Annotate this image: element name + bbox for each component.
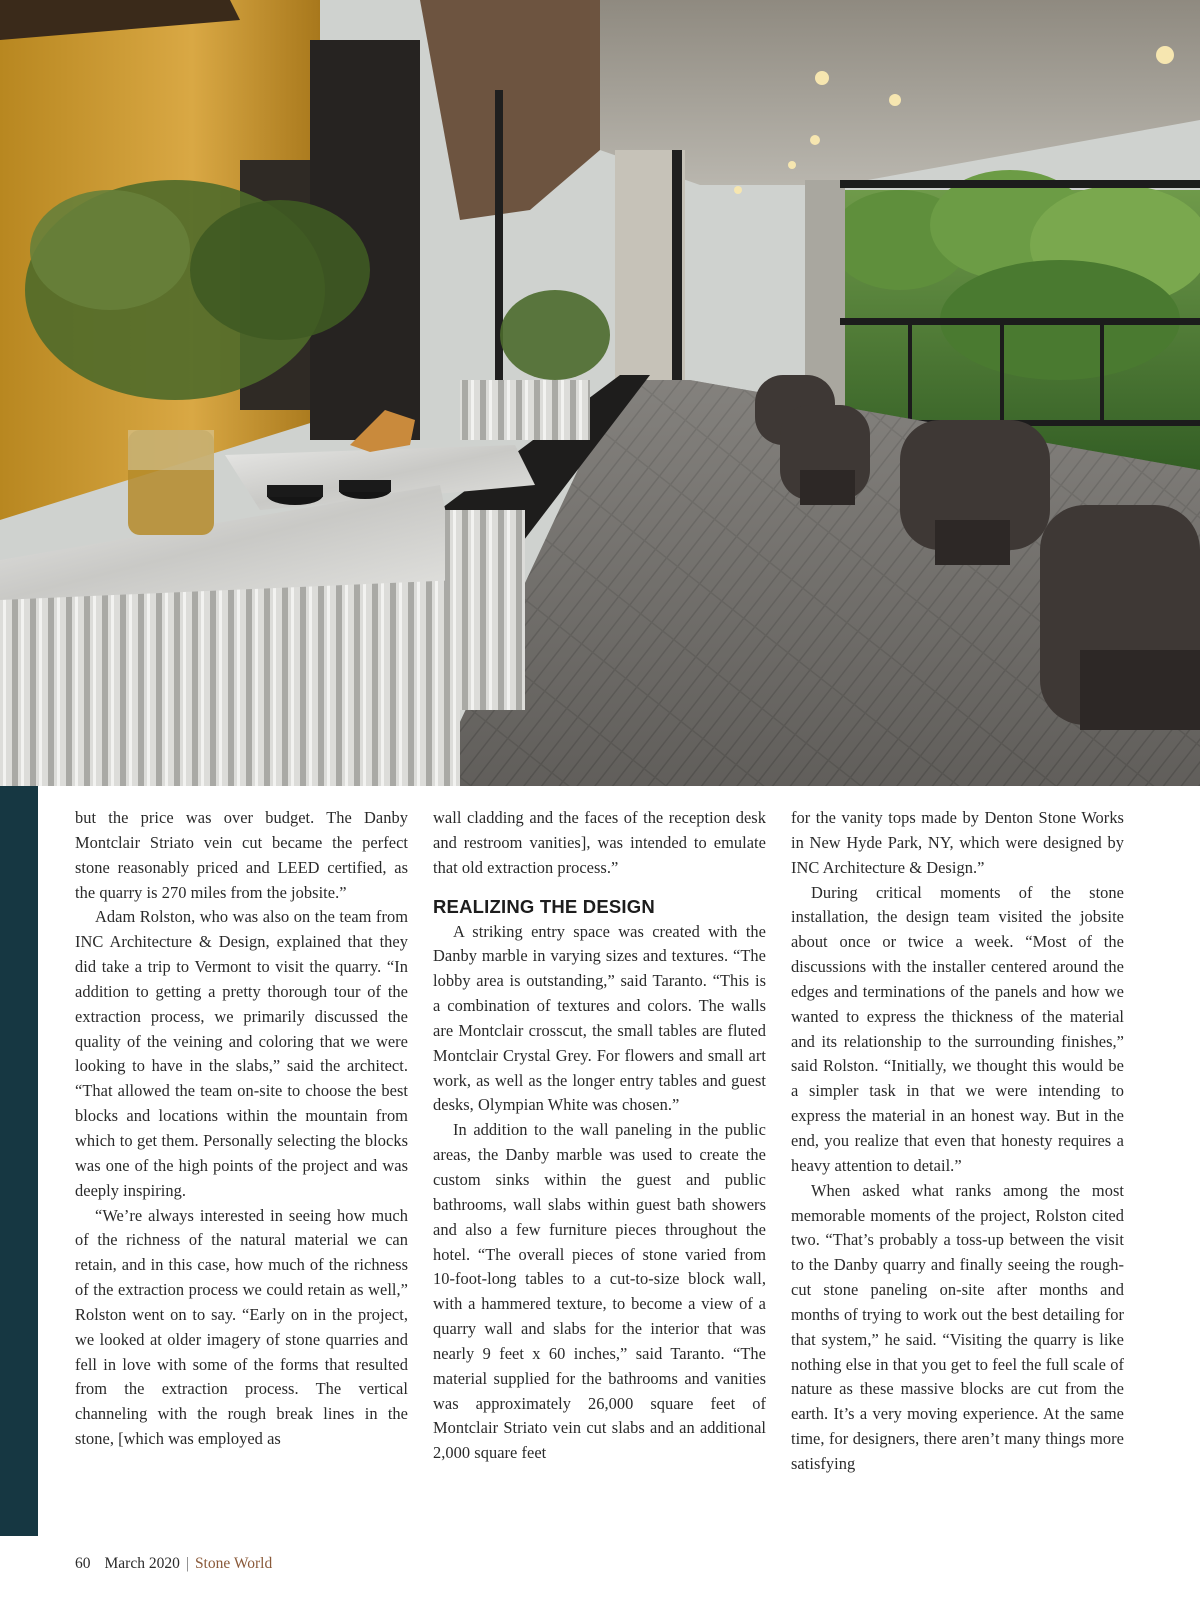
body-paragraph: but the price was over budget. The Danby Montclair Striato vein cut became the perfect stone reasonably priced and LEED certified, as the quarry is 270 miles from the jobsite.” [75, 808, 408, 902]
article-column-1 [75, 806, 408, 1452]
side-accent-bar [0, 786, 38, 1536]
hotel-lobby-photo [0, 0, 1200, 786]
body-paragraph: “We’re always interested in seeing how much of the richness of the natural material we can retain, and in this case, how much of the richness of the extraction process we could retain as well,” Rolston went on to say. “Early on in the project, we looked at older imagery of stone quarries and fell in love with some of the forms that resulted from the extraction process. The vertical channeling with the rough break lines in the stone, [which was employed as [75, 1205, 408, 1449]
body-paragraph: When asked what ranks among the most memorable moments of the project, Rolston cited two. “That’s probably a toss-up between the visit to the Danby quarry and finally seeing the rough-cut stone paneling on-site after months and months of trying to work out the best detailing for that system,” he said. “Visiting the quarry is like nothing else in that you get to feel the full scale of nature as these massive blocks are cut from the earth. It’s a very moving experience. At the same time, for designers, there aren’t many things more satisfying [791, 1180, 1124, 1473]
body-paragraph: wall cladding and the faces of the reception desk and restroom vanities], was intended to emulate that old extraction process.” [433, 808, 766, 877]
article-column-2 [433, 806, 766, 1466]
magazine-name: Stone World [194, 1555, 273, 1572]
page-footer [75, 1555, 272, 1573]
issue-date: March 2020 [104, 1555, 180, 1572]
article-column-3 [791, 806, 1124, 1477]
body-paragraph: A striking entry space was created with the Danby marble in varying sizes and textures. “The lobby area is outstanding,” said Taranto. “This is a combination of textures and colors. The walls are Montclair crosscut, the small tables are fluted Montclair Crystal Grey. For flowers and small art work, as well as the longer entry tables and guest desks, Olympian White was chosen.” [433, 921, 766, 1115]
body-paragraph: Adam Rolston, who was also on the team from INC Architecture & Design, explained that they did take a trip to Vermont to visit the quarry. “In addition to getting a pretty thorough tour of the extraction process, we primarily discussed the quality of the veining and coloring that we were looking to have in the slabs,” said the architect. “That allowed the team on-site to choose the best blocks and locations within the mountain from which to get them. Personally selecting the blocks was one of the high points of the project and was deeply inspiring. [75, 907, 408, 1200]
page-number: 60 [75, 1555, 91, 1572]
body-paragraph: In addition to the wall paneling in the public areas, the Danby marble was used to create the custom sinks within the guest and public bathrooms, wall slabs within guest bath showers and also a few furniture pieces throughout the hotel. “The overall pieces of stone varied from 10-foot-long tables to a cut-to-size block wall, with a hammered texture, to become a view of a quarry wall and slabs for the interior that was nearly 9 feet x 60 inches,” said Taranto. “The material supplied for the bathrooms and vanities was approximately 26,000 square feet of Montclair Striato vein cut slabs and an additional 2,000 square feet [433, 1120, 766, 1463]
body-paragraph: for the vanity tops made by Denton Stone Works in New Hyde Park, NY, which were designed by INC Architecture & Design.” [791, 808, 1124, 877]
section-heading: REALIZING THE DESIGN [433, 895, 655, 917]
footer-separator: | [185, 1555, 189, 1572]
body-paragraph: During critical moments of the stone installation, the design team visited the jobsite about once or twice a week. “Most of the discussions with the installer centered around the edges and terminations of the panels and how we wanted to express the thickness of the material and its relationship to the surrounding finishes,” said Rolston. “Initially, we thought this would be a simpler task in that we were intending to express the material in an honest way. But in the end, you realize that even that honesty requires a heavy attention to detail.” [791, 882, 1124, 1175]
